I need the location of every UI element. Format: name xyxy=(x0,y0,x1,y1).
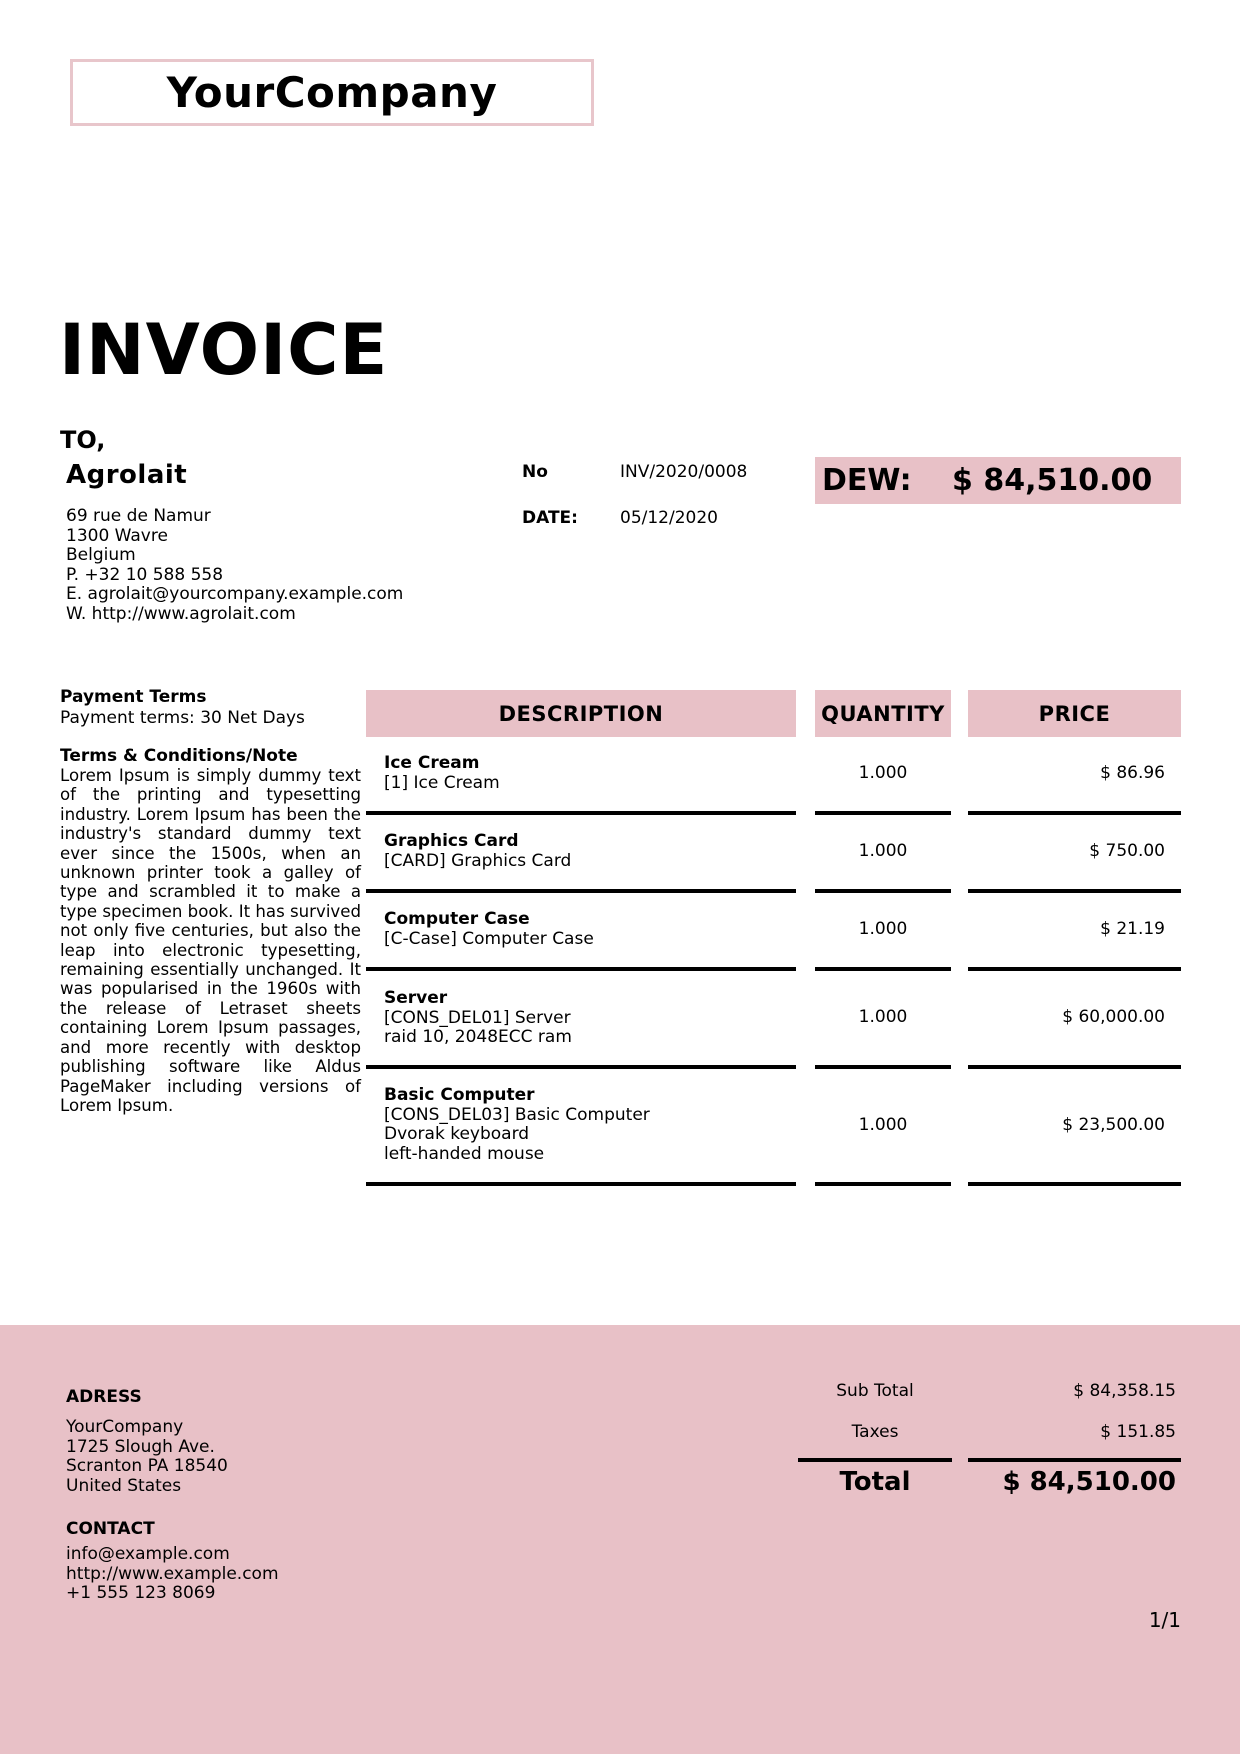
website-line: W. http://www.agrolait.com xyxy=(66,603,296,624)
product-detail: Dvorak keyboard xyxy=(384,1124,530,1144)
row-price: $ 60,000.00 xyxy=(1062,1007,1165,1027)
column-header-price: PRICE xyxy=(968,690,1181,737)
address-line: 1725 Slough Ave. xyxy=(66,1436,215,1457)
product-name: Server xyxy=(384,988,448,1008)
contact-phone: +1 555 123 8069 xyxy=(66,1583,216,1603)
amount-due-label: DEW: xyxy=(822,463,912,498)
row-divider xyxy=(366,1182,796,1186)
total-label: Total xyxy=(839,1467,911,1497)
row-divider xyxy=(815,1065,951,1069)
address-title: ADRESS xyxy=(66,1387,142,1407)
phone-line: P. +32 10 588 558 xyxy=(66,564,224,585)
table-row-description xyxy=(384,754,500,793)
product-detail: left-handed mouse xyxy=(384,1143,545,1164)
table-row-description xyxy=(384,910,594,949)
taxes-label: Taxes xyxy=(851,1422,899,1442)
amount-due-box xyxy=(815,457,1181,504)
company-logo xyxy=(70,59,594,126)
document-title: INVOICE xyxy=(59,309,389,391)
product-name: Graphics Card xyxy=(384,831,519,851)
subtotal-value: $ 84,358.15 xyxy=(1073,1381,1176,1401)
row-quantity: 1.000 xyxy=(858,1007,908,1027)
product-detail: [CARD] Graphics Card xyxy=(384,850,572,871)
company-name: YourCompany xyxy=(166,68,498,117)
row-divider xyxy=(815,1182,951,1186)
address-line: 1300 Wavre xyxy=(66,525,168,546)
row-divider xyxy=(968,1065,1181,1069)
invoice-date-value: 05/12/2020 xyxy=(620,508,718,528)
table-row-description xyxy=(384,832,571,871)
address-line: 69 rue de Namur xyxy=(66,506,211,526)
totals-divider xyxy=(798,1458,952,1462)
contact-email: info@example.com xyxy=(66,1544,230,1564)
contact-title: CONTACT xyxy=(66,1519,155,1539)
row-divider xyxy=(968,889,1181,893)
row-price: $ 23,500.00 xyxy=(1062,1115,1165,1135)
customer-address xyxy=(66,507,403,624)
amount-due-value: $ 84,510.00 xyxy=(952,463,1153,498)
row-divider xyxy=(815,811,951,815)
row-divider xyxy=(968,1182,1181,1186)
contact-website: http://www.example.com xyxy=(66,1563,279,1584)
column-header-quantity: QUANTITY xyxy=(815,690,951,737)
table-row-description xyxy=(384,989,572,1048)
payment-terms-text: Payment terms: 30 Net Days xyxy=(60,708,305,728)
terms-title: Terms & Conditions/Note xyxy=(60,746,298,766)
subtotal-label: Sub Total xyxy=(836,1381,914,1401)
product-name: Ice Cream xyxy=(384,753,480,773)
product-detail: [C-Case] Computer Case xyxy=(384,928,594,949)
product-name: Computer Case xyxy=(384,909,530,929)
row-quantity: 1.000 xyxy=(858,841,908,861)
table-row-description xyxy=(384,1086,650,1164)
product-detail: [1] Ice Cream xyxy=(384,772,500,793)
row-divider xyxy=(968,811,1181,815)
product-detail: raid 10, 2048ECC ram xyxy=(384,1027,572,1047)
row-price: $ 750.00 xyxy=(1089,841,1165,861)
address-line: Belgium xyxy=(66,545,136,565)
total-value: $ 84,510.00 xyxy=(1002,1467,1176,1497)
address-line: YourCompany xyxy=(66,1417,184,1437)
to-label: TO, xyxy=(60,426,106,454)
row-quantity: 1.000 xyxy=(858,919,908,939)
company-address xyxy=(66,1418,228,1496)
row-divider xyxy=(815,967,951,971)
company-contact xyxy=(66,1545,279,1604)
row-price: $ 21.19 xyxy=(1100,919,1165,939)
address-line: United States xyxy=(66,1475,182,1496)
page-number: 1/1 xyxy=(1148,1608,1181,1632)
row-divider xyxy=(968,967,1181,971)
taxes-value: $ 151.85 xyxy=(1100,1422,1176,1442)
product-name: Basic Computer xyxy=(384,1085,535,1105)
row-divider xyxy=(366,889,796,893)
email-line: E. agrolait@yourcompany.example.com xyxy=(66,584,404,604)
totals-divider xyxy=(968,1458,1181,1462)
invoice-number-value: INV/2020/0008 xyxy=(620,462,748,482)
row-divider xyxy=(366,1065,796,1069)
payment-terms-title: Payment Terms xyxy=(60,687,207,707)
terms-text: Lorem Ipsum is simply dummy text of the printing and typesetting industry. Lorem Ipsum has been the industry's standard dummy text ever since the 1500s, when an unknown printer took a galley of type and scrambled it to make a type specimen book. It has survived not only five centuries, but also the leap into electronic typesetting, remaining essentially unchanged. It was popularised in the 1960s with the release of Letraset sheets containing Lorem Ipsum passages, and more recently with desktop publishing software like Aldus PageMaker including versions of Lorem Ipsum. xyxy=(60,766,361,1115)
address-line: Scranton PA 18540 xyxy=(66,1456,228,1476)
customer-name: Agrolait xyxy=(66,460,188,490)
row-divider xyxy=(366,811,796,815)
row-divider xyxy=(366,967,796,971)
invoice-number-label: No xyxy=(522,462,548,482)
product-detail: [CONS_DEL03] Basic Computer xyxy=(384,1104,650,1125)
row-quantity: 1.000 xyxy=(858,1115,908,1135)
product-detail: [CONS_DEL01] Server xyxy=(384,1007,571,1028)
column-header-description: DESCRIPTION xyxy=(366,690,796,737)
row-divider xyxy=(815,889,951,893)
row-quantity: 1.000 xyxy=(858,763,908,783)
row-price: $ 86.96 xyxy=(1100,763,1165,783)
invoice-date-label: DATE: xyxy=(522,508,578,528)
